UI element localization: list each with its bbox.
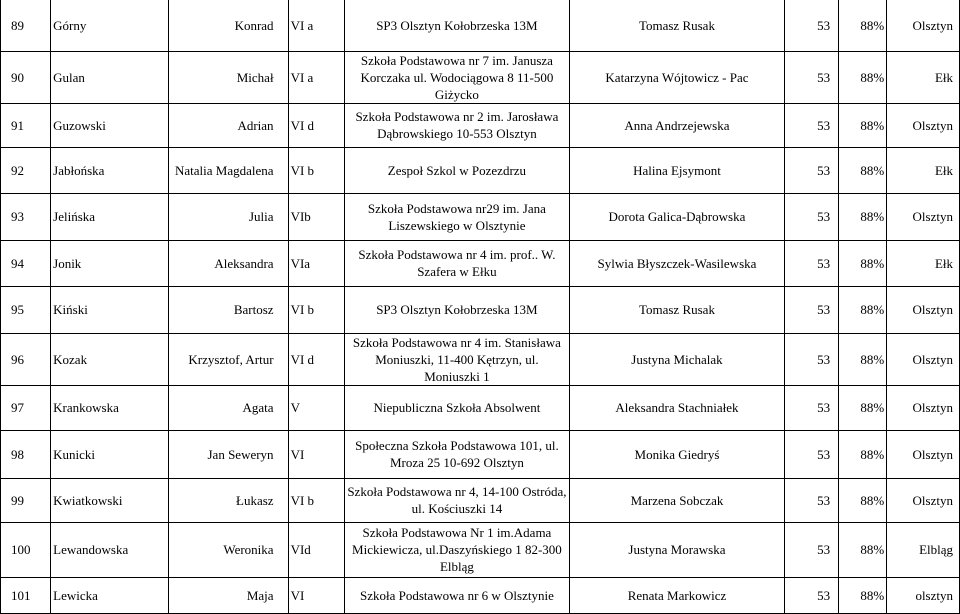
school-cell: Niepubliczna Szkoła Absolwent [344,385,569,430]
table-row [1,240,960,286]
points-cell: 53 [784,430,838,478]
class-cell: V [288,385,344,430]
table-row [1,193,960,240]
city-cell: Ełk [887,147,960,193]
row-number: 97 [1,385,51,430]
teacher-cell: Katarzyna Wójtowicz - Pac [570,51,785,103]
points-cell: 53 [784,193,838,240]
school-cell: Szkoła Podstawowa nr 4 im. prof.. W. Szafera w Ełku [344,240,569,286]
first-name-cell: Michał [168,51,288,103]
table-row [1,385,960,430]
class-cell: VI a [288,0,344,51]
results-table-body [1,0,960,613]
teacher-cell: Tomasz Rusak [570,286,785,333]
first-name-cell: Łukasz [168,478,288,522]
points-cell: 53 [784,385,838,430]
city-cell: Elbląg [887,522,960,577]
percent-cell: 88% [839,522,887,577]
city-cell: Olsztyn [887,333,960,385]
points-cell: 53 [784,478,838,522]
row-number: 99 [1,478,51,522]
surname-cell: Guzowski [51,103,169,147]
class-cell: VI d [288,103,344,147]
school-cell: Szkoła Podstawowa nr 4 im. Stanisława Moniuszki, 11-400 Kętrzyn, ul. Moniuszki 1 [344,333,569,385]
percent-cell: 88% [839,385,887,430]
first-name-cell: Natalia Magdalena [168,147,288,193]
surname-cell: Kozak [51,333,169,385]
city-cell: Olsztyn [887,0,960,51]
surname-cell: Lewandowska [51,522,169,577]
city-cell: Olsztyn [887,430,960,478]
class-cell: VI [288,430,344,478]
row-number: 91 [1,103,51,147]
school-cell: SP3 Olsztyn Kołobrzeska 13M [344,0,569,51]
row-number: 92 [1,147,51,193]
school-cell: Szkoła Podstawowa nr 4, 14-100 Ostróda, ul. Kościuszki 14 [344,478,569,522]
city-cell: Olsztyn [887,286,960,333]
points-cell: 53 [784,103,838,147]
percent-cell: 88% [839,147,887,193]
surname-cell: Lewicka [51,577,169,613]
school-cell: Szkoła Podstawowa nr 7 im. Janusza Korczaka ul. Wodociągowa 8 11-500 Giżycko [344,51,569,103]
teacher-cell: Halina Ejsymont [570,147,785,193]
table-row [1,577,960,613]
table-row [1,430,960,478]
teacher-cell: Renata Markowicz [570,577,785,613]
row-number: 98 [1,430,51,478]
table-row [1,333,960,385]
table-row [1,147,960,193]
surname-cell: Kunicki [51,430,169,478]
first-name-cell: Weronika [168,522,288,577]
row-number: 93 [1,193,51,240]
class-cell: VIb [288,193,344,240]
city-cell: Olsztyn [887,385,960,430]
table-row [1,286,960,333]
class-cell: VI b [288,478,344,522]
points-cell: 53 [784,51,838,103]
first-name-cell: Konrad [168,0,288,51]
points-cell: 53 [784,333,838,385]
school-cell: SP3 Olsztyn Kołobrzeska 13M [344,286,569,333]
city-cell: Ełk [887,240,960,286]
points-cell: 53 [784,240,838,286]
city-cell: Ełk [887,51,960,103]
percent-cell: 88% [839,577,887,613]
class-cell: VIa [288,240,344,286]
class-cell: VI [288,577,344,613]
first-name-cell: Bartosz [168,286,288,333]
class-cell: VI a [288,51,344,103]
first-name-cell: Jan Seweryn [168,430,288,478]
teacher-cell: Sylwia Błyszczek-Wasilewska [570,240,785,286]
teacher-cell: Monika Giedryś [570,430,785,478]
table-row [1,103,960,147]
percent-cell: 88% [839,478,887,522]
class-cell: VI b [288,147,344,193]
teacher-cell: Marzena Sobczak [570,478,785,522]
first-name-cell: Agata [168,385,288,430]
teacher-cell: Tomasz Rusak [570,0,785,51]
percent-cell: 88% [839,333,887,385]
teacher-cell: Dorota Galica-Dąbrowska [570,193,785,240]
table-row [1,478,960,522]
surname-cell: Jelińska [51,193,169,240]
first-name-cell: Maja [168,577,288,613]
city-cell: Olsztyn [887,478,960,522]
points-cell: 53 [784,0,838,51]
teacher-cell: Justyna Michalak [570,333,785,385]
school-cell: Społeczna Szkoła Podstawowa 101, ul. Mroza 25 10-692 Olsztyn [344,430,569,478]
percent-cell: 88% [839,193,887,240]
points-cell: 53 [784,577,838,613]
surname-cell: Krankowska [51,385,169,430]
first-name-cell: Krzysztof, Artur [168,333,288,385]
table-row [1,51,960,103]
table-row [1,0,960,51]
city-cell: Olsztyn [887,193,960,240]
row-number: 96 [1,333,51,385]
class-cell: VI b [288,286,344,333]
row-number: 89 [1,0,51,51]
percent-cell: 88% [839,430,887,478]
percent-cell: 88% [839,51,887,103]
city-cell: olsztyn [887,577,960,613]
school-cell: Zespoł Szkol w Pozezdrzu [344,147,569,193]
surname-cell: Kiński [51,286,169,333]
percent-cell: 88% [839,103,887,147]
row-number: 94 [1,240,51,286]
teacher-cell: Justyna Morawska [570,522,785,577]
table-row [1,522,960,577]
teacher-cell: Aleksandra Stachniałek [570,385,785,430]
row-number: 95 [1,286,51,333]
first-name-cell: Adrian [168,103,288,147]
percent-cell: 88% [839,0,887,51]
percent-cell: 88% [839,240,887,286]
row-number: 100 [1,522,51,577]
school-cell: Szkoła Podstawowa Nr 1 im.Adama Mickiewicza, ul.Daszyńskiego 1 82-300 Elbląg [344,522,569,577]
row-number: 101 [1,577,51,613]
teacher-cell: Anna Andrzejewska [570,103,785,147]
first-name-cell: Aleksandra [168,240,288,286]
points-cell: 53 [784,147,838,193]
percent-cell: 88% [839,286,887,333]
row-number: 90 [1,51,51,103]
surname-cell: Jabłońska [51,147,169,193]
school-cell: Szkoła Podstawowa nr 6 w Olsztynie [344,577,569,613]
points-cell: 53 [784,286,838,333]
surname-cell: Górny [51,0,169,51]
surname-cell: Jonik [51,240,169,286]
surname-cell: Gulan [51,51,169,103]
class-cell: VId [288,522,344,577]
school-cell: Szkoła Podstawowa nr29 im. Jana Liszewskiego w Olsztynie [344,193,569,240]
school-cell: Szkoła Podstawowa nr 2 im. Jarosława Dąbrowskiego 10-553 Olsztyn [344,103,569,147]
class-cell: VI d [288,333,344,385]
points-cell: 53 [784,522,838,577]
city-cell: Olsztyn [887,103,960,147]
first-name-cell: Julia [168,193,288,240]
surname-cell: Kwiatkowski [51,478,169,522]
